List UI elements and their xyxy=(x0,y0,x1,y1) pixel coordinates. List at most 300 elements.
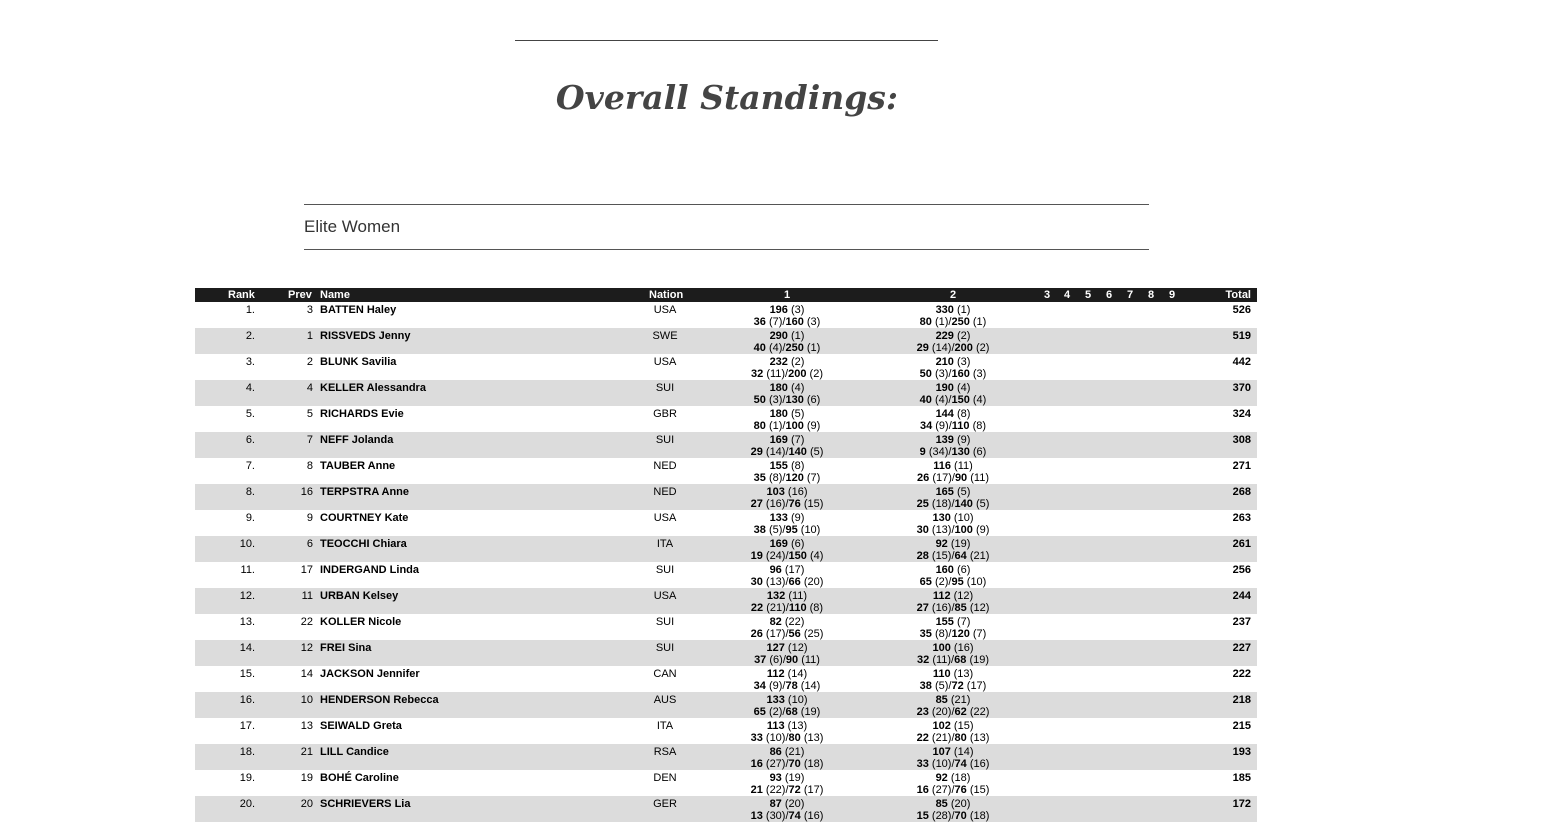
race-2-points-part: 155 xyxy=(935,616,954,628)
rider-name-cell: RISSVEDS Jenny xyxy=(320,330,411,342)
race-1-points-part: (5) xyxy=(790,408,805,420)
nation-code: DEN xyxy=(653,772,677,784)
race-2-breakdown-part: 140 xyxy=(954,498,973,510)
race-1-breakdown-part: (24)/ xyxy=(765,550,789,562)
race-1-breakdown-part: 76 xyxy=(788,498,801,510)
race-1-points xyxy=(770,330,805,342)
race-2-points-part: 330 xyxy=(935,304,954,316)
race-2-breakdown-part: 38 xyxy=(919,680,932,692)
race-1-breakdown-part: (20) xyxy=(803,576,824,588)
race-1-breakdown-part: (25) xyxy=(803,628,824,640)
race-1-points-part: (10) xyxy=(787,694,808,706)
table-row xyxy=(195,588,1257,614)
race-1-breakdown-part: (22)/ xyxy=(765,784,789,796)
race-2-points xyxy=(936,408,971,420)
total-cell: 215 xyxy=(1232,720,1251,732)
race-1-points-part: (12) xyxy=(787,642,808,654)
nation-code: USA xyxy=(653,590,677,602)
table-row xyxy=(195,536,1257,562)
race-2-points-part: 130 xyxy=(932,512,951,524)
nation-code: SUI xyxy=(655,434,675,446)
race-2-breakdown-part: (15) xyxy=(969,784,990,796)
race-1-breakdown-part: (11) xyxy=(801,654,820,666)
race-1-points xyxy=(767,694,808,706)
race-1-points-part: 93 xyxy=(769,772,782,784)
prev-rank-cell: 13 xyxy=(300,720,313,732)
race-1-breakdown-part: (13)/ xyxy=(765,576,789,588)
rider-name-cell: URBAN Kelsey xyxy=(320,590,399,602)
section-title: Elite Women xyxy=(304,217,401,236)
race-2-breakdown-part: (3)/ xyxy=(934,368,952,380)
race-2-points xyxy=(936,694,971,706)
nation-code: CAN xyxy=(653,668,677,680)
rider-name-cell: SEIWALD Greta xyxy=(320,720,402,732)
race-2-breakdown-part: 68 xyxy=(954,654,967,666)
race-2-points xyxy=(936,304,971,316)
race-2-breakdown-part: (2) xyxy=(975,342,990,354)
race-1-breakdown-part: 22 xyxy=(750,602,764,614)
header-race-6: 6 xyxy=(1105,289,1113,301)
prev-rank-cell: 9 xyxy=(306,512,313,524)
race-2-points xyxy=(936,798,971,810)
race-1-points-part: (4) xyxy=(790,382,805,394)
table-row xyxy=(195,406,1257,432)
race-1-breakdown xyxy=(754,472,821,484)
total-cell: 370 xyxy=(1232,382,1251,394)
total-cell: 324 xyxy=(1232,408,1251,420)
nation-code: GBR xyxy=(653,408,677,420)
race-2-breakdown xyxy=(917,550,990,562)
rank-cell: 1. xyxy=(245,304,255,316)
total-cell: 227 xyxy=(1232,642,1251,654)
race-2-breakdown-part: 90 xyxy=(954,472,968,484)
race-2-breakdown-part: (8) xyxy=(972,420,987,432)
prev-rank-cell: 8 xyxy=(306,460,313,472)
top-divider xyxy=(515,40,938,41)
header-race-5: 5 xyxy=(1084,289,1092,301)
total-cell: 442 xyxy=(1232,356,1251,368)
header-race-2: 2 xyxy=(949,289,957,301)
header-nation: Nation xyxy=(649,289,684,301)
rider-name-cell: JACKSON Jennifer xyxy=(320,668,420,680)
race-2-breakdown-part: 74 xyxy=(954,758,967,770)
race-1-points xyxy=(770,382,805,394)
race-1-breakdown-part: (19) xyxy=(800,706,821,718)
total-cell: 172 xyxy=(1232,798,1251,810)
table-row xyxy=(195,796,1257,822)
race-2-breakdown-part: 200 xyxy=(954,342,973,354)
race-2-breakdown xyxy=(917,810,990,822)
table-row xyxy=(195,458,1257,484)
prev-rank-cell: 19 xyxy=(300,772,313,784)
race-1-points-part: (3) xyxy=(790,304,805,316)
race-1-points xyxy=(770,564,805,576)
total-cell: 263 xyxy=(1232,512,1251,524)
race-2-breakdown-part: 130 xyxy=(951,446,970,458)
race-1-points-part: (2) xyxy=(790,356,805,368)
race-1-breakdown-part: (16) xyxy=(803,810,824,822)
nation-code: SUI xyxy=(655,642,675,654)
race-1-breakdown-part: 120 xyxy=(785,472,804,484)
race-1-points-part: (19) xyxy=(784,772,805,784)
race-1-breakdown-part: 65 xyxy=(753,706,766,718)
race-1-breakdown-part: (17) xyxy=(803,784,824,796)
total-cell: 526 xyxy=(1232,304,1251,316)
race-2-points xyxy=(936,486,971,498)
race-2-breakdown-part: 28 xyxy=(916,550,929,562)
race-1-breakdown xyxy=(754,316,821,328)
race-2-points xyxy=(936,772,971,784)
race-1-points-part: 96 xyxy=(769,564,782,576)
rank-cell: 6. xyxy=(245,434,255,446)
race-2-points-part: (1) xyxy=(956,304,971,316)
table-body xyxy=(195,302,1257,822)
race-1-points xyxy=(770,408,805,420)
prev-rank-cell: 7 xyxy=(306,434,313,446)
race-1-points xyxy=(770,304,805,316)
race-1-breakdown xyxy=(751,550,824,562)
race-1-points-part: 86 xyxy=(769,746,782,758)
race-1-breakdown xyxy=(751,602,823,614)
race-1-points xyxy=(767,590,807,602)
race-2-breakdown-part: 150 xyxy=(951,394,970,406)
race-1-breakdown-part: (3) xyxy=(806,316,821,328)
race-1-breakdown-part: 33 xyxy=(750,732,763,744)
rank-cell: 16. xyxy=(239,694,255,706)
race-2-points xyxy=(933,668,973,680)
race-2-points-part: (4) xyxy=(956,382,971,394)
header-race-3: 3 xyxy=(1043,289,1051,301)
race-2-points-part: (20) xyxy=(950,798,971,810)
prev-rank-cell: 4 xyxy=(306,382,313,394)
race-2-breakdown xyxy=(920,420,986,432)
total-cell: 185 xyxy=(1232,772,1251,784)
race-2-breakdown-part: (3) xyxy=(972,368,987,380)
nation-code: USA xyxy=(653,512,677,524)
standings-table xyxy=(195,288,1257,828)
race-1-breakdown-part: 80 xyxy=(788,732,801,744)
race-2-breakdown-part: (8)/ xyxy=(934,628,952,640)
race-1-breakdown xyxy=(751,368,823,380)
race-2-breakdown-part: 160 xyxy=(951,368,970,380)
race-2-breakdown xyxy=(920,316,987,328)
race-1-breakdown-part: 140 xyxy=(788,446,807,458)
rank-cell: 12. xyxy=(239,590,255,602)
race-1-breakdown-part: 72 xyxy=(788,784,801,796)
race-2-points-part: (8) xyxy=(956,408,971,420)
race-2-points-part: 112 xyxy=(932,590,951,602)
race-2-points-part: (6) xyxy=(956,564,971,576)
race-1-breakdown xyxy=(751,498,824,510)
race-1-breakdown-part: (14) xyxy=(800,680,821,692)
race-1-points-part: 103 xyxy=(766,486,785,498)
race-1-points-part: 87 xyxy=(769,798,782,810)
race-2-points xyxy=(933,720,974,732)
race-1-breakdown-part: (17)/ xyxy=(765,628,789,640)
table-row xyxy=(195,562,1257,588)
race-1-points-part: 169 xyxy=(769,538,788,550)
race-1-breakdown xyxy=(751,784,824,796)
race-1-breakdown-part: 56 xyxy=(788,628,801,640)
table-row xyxy=(195,640,1257,666)
race-1-points-part: (8) xyxy=(790,460,805,472)
race-2-breakdown xyxy=(917,524,990,536)
race-2-breakdown-part: 22 xyxy=(916,732,929,744)
race-2-breakdown-part: 23 xyxy=(916,706,929,718)
header-race-8: 8 xyxy=(1147,289,1155,301)
race-2-breakdown-part: 15 xyxy=(916,810,929,822)
race-1-breakdown-part: (9) xyxy=(806,420,821,432)
race-2-breakdown-part: (34)/ xyxy=(928,446,952,458)
table-row xyxy=(195,354,1257,380)
nation-code: USA xyxy=(653,304,677,316)
race-1-breakdown-part: (27)/ xyxy=(765,758,789,770)
total-cell: 268 xyxy=(1232,486,1251,498)
race-1-breakdown-part: (1) xyxy=(806,342,821,354)
race-2-breakdown-part: (10)/ xyxy=(931,758,955,770)
race-2-breakdown xyxy=(917,654,989,666)
race-1-breakdown-part: 160 xyxy=(785,316,804,328)
table-row xyxy=(195,692,1257,718)
race-1-breakdown-part: 80 xyxy=(753,420,766,432)
rider-name-cell: SCHRIEVERS Lia xyxy=(320,798,411,810)
race-2-breakdown-part: (27)/ xyxy=(931,784,955,796)
rank-cell: 11. xyxy=(240,564,255,576)
race-2-points xyxy=(936,330,971,342)
table-row xyxy=(195,614,1257,640)
race-2-breakdown-part: (5)/ xyxy=(934,680,952,692)
race-2-points-part: (11) xyxy=(954,460,973,472)
race-2-points xyxy=(936,356,971,368)
race-2-breakdown-part: 50 xyxy=(919,368,932,380)
total-cell: 271 xyxy=(1232,460,1251,472)
race-1-breakdown xyxy=(754,706,821,718)
race-2-breakdown-part: 80 xyxy=(919,316,932,328)
nation-code: USA xyxy=(653,356,677,368)
race-1-points-part: 132 xyxy=(766,590,786,602)
race-1-breakdown-part: 90 xyxy=(785,654,799,666)
race-2-breakdown-part: (4) xyxy=(972,394,987,406)
race-2-breakdown-part: (28)/ xyxy=(931,810,955,822)
race-1-points xyxy=(770,798,805,810)
race-2-points-part: (14) xyxy=(953,746,974,758)
race-1-breakdown-part: 30 xyxy=(750,576,763,588)
race-2-points-part: 92 xyxy=(935,772,948,784)
race-1-points-part: 169 xyxy=(769,434,788,446)
race-1-breakdown xyxy=(754,342,821,354)
rider-name-cell: KELLER Alessandra xyxy=(320,382,426,394)
race-2-points xyxy=(933,512,974,524)
race-2-points-part: (18) xyxy=(950,772,971,784)
rank-cell: 20. xyxy=(239,798,255,810)
race-1-breakdown-part: 50 xyxy=(753,394,766,406)
race-1-breakdown-part: 74 xyxy=(788,810,801,822)
race-1-points-part: (14) xyxy=(787,668,808,680)
rider-name-cell: INDERGAND Linda xyxy=(320,564,419,576)
race-2-points-part: (19) xyxy=(950,538,971,550)
race-1-breakdown-part: 19 xyxy=(750,550,763,562)
race-1-breakdown-part: 21 xyxy=(750,784,763,796)
prev-rank-cell: 11 xyxy=(301,590,313,602)
race-2-breakdown xyxy=(920,368,987,380)
race-2-breakdown-part: (16)/ xyxy=(931,602,955,614)
rank-cell: 15. xyxy=(239,668,255,680)
race-1-points xyxy=(767,720,807,732)
nation-code: RSA xyxy=(653,746,677,758)
race-2-breakdown-part: (1)/ xyxy=(934,316,952,328)
race-1-breakdown-part: (10)/ xyxy=(765,732,789,744)
race-1-points-part: 112 xyxy=(766,668,785,680)
race-2-breakdown xyxy=(917,342,990,354)
rider-name-cell: BATTEN Haley xyxy=(320,304,397,316)
race-1-points-part: (6) xyxy=(790,538,805,550)
race-2-points xyxy=(936,616,971,628)
prev-rank-cell: 22 xyxy=(300,616,313,628)
prev-rank-cell: 6 xyxy=(306,538,313,550)
race-1-points-part: (11) xyxy=(788,590,808,602)
nation-code: ITA xyxy=(656,538,674,550)
race-1-breakdown-part: (11)/ xyxy=(766,368,789,380)
race-1-points xyxy=(767,642,808,654)
race-2-breakdown-part: (22) xyxy=(969,706,990,718)
race-1-breakdown-part: (6) xyxy=(806,394,821,406)
total-cell: 244 xyxy=(1232,590,1251,602)
race-1-breakdown-part: (13) xyxy=(803,732,824,744)
race-2-breakdown-part: 32 xyxy=(917,654,930,666)
rider-name-cell: FREI Sina xyxy=(320,642,372,654)
header-prev: Prev xyxy=(288,289,312,301)
prev-rank-cell: 5 xyxy=(306,408,313,420)
race-2-breakdown-part: (18) xyxy=(969,810,990,822)
header-rank: Rank xyxy=(228,289,255,301)
race-2-points-part: 160 xyxy=(935,564,954,576)
race-1-breakdown-part: (8)/ xyxy=(768,472,786,484)
race-2-points-part: (7) xyxy=(956,616,971,628)
race-1-breakdown xyxy=(751,628,824,640)
race-1-points-part: (16) xyxy=(787,486,808,498)
total-cell: 237 xyxy=(1232,616,1251,628)
race-1-points xyxy=(770,772,805,784)
race-1-breakdown xyxy=(751,446,824,458)
race-2-points xyxy=(933,590,973,602)
race-2-points-part: 116 xyxy=(933,460,951,472)
race-1-breakdown xyxy=(754,524,821,536)
prev-rank-cell: 2 xyxy=(306,356,313,368)
prev-rank-cell: 12 xyxy=(300,642,313,654)
race-1-breakdown-part: 110 xyxy=(788,602,807,614)
rider-name-cell: COURTNEY Kate xyxy=(320,512,409,524)
race-1-breakdown-part: 26 xyxy=(750,628,763,640)
race-2-breakdown-part: 100 xyxy=(954,524,973,536)
race-2-points-part: 139 xyxy=(935,434,954,446)
rider-name-cell: KOLLER Nicole xyxy=(320,616,402,628)
race-2-points-part: 165 xyxy=(935,486,954,498)
total-cell: 256 xyxy=(1232,564,1251,576)
race-2-points-part: 107 xyxy=(932,746,951,758)
race-2-points xyxy=(936,382,971,394)
race-1-breakdown-part: (5) xyxy=(809,446,824,458)
table-header xyxy=(195,288,1257,302)
race-2-breakdown-part: (11) xyxy=(970,472,989,484)
race-2-breakdown-part: 76 xyxy=(954,784,967,796)
race-2-breakdown xyxy=(920,576,987,588)
race-2-breakdown-part: (16) xyxy=(969,758,990,770)
table-row xyxy=(195,744,1257,770)
prev-rank-cell: 14 xyxy=(300,668,313,680)
race-2-breakdown-part: (4)/ xyxy=(934,394,952,406)
race-1-breakdown-part: 16 xyxy=(750,758,763,770)
table-row xyxy=(195,718,1257,744)
race-1-points-part: 113 xyxy=(766,720,785,732)
race-2-points-part: (13) xyxy=(953,668,974,680)
race-1-points xyxy=(767,668,807,680)
total-cell: 193 xyxy=(1232,746,1251,758)
table-row xyxy=(195,770,1257,796)
race-1-breakdown xyxy=(754,680,821,692)
header-name: Name xyxy=(320,289,350,301)
prev-rank-cell: 21 xyxy=(300,746,313,758)
race-2-breakdown-part: (21)/ xyxy=(931,732,955,744)
race-1-breakdown-part: 37 xyxy=(754,654,767,666)
table-row xyxy=(195,328,1257,354)
header-race-4: 4 xyxy=(1063,289,1071,301)
race-1-breakdown-part: 36 xyxy=(753,316,766,328)
nation-code: AUS xyxy=(653,694,677,706)
race-1-points-part: (20) xyxy=(784,798,805,810)
race-2-points xyxy=(936,434,971,446)
race-2-breakdown-part: 110 xyxy=(951,420,970,432)
race-1-points-part: 180 xyxy=(769,408,788,420)
race-1-breakdown-part: (3)/ xyxy=(768,394,786,406)
rider-name-cell: BOHÉ Caroline xyxy=(320,772,399,784)
race-2-points-part: 85 xyxy=(935,694,948,706)
nation-code: GER xyxy=(653,798,677,810)
race-2-breakdown-part: (5) xyxy=(975,498,990,510)
race-2-points-part: 92 xyxy=(935,538,948,550)
header-race-9: 9 xyxy=(1168,289,1176,301)
rider-name-cell: BLUNK Savilia xyxy=(320,356,397,368)
race-2-points-part: (12) xyxy=(953,590,974,602)
race-2-points-part: (16) xyxy=(953,642,974,654)
race-1-breakdown-part: 200 xyxy=(788,368,807,380)
table-row xyxy=(195,380,1257,406)
race-1-points-part: 82 xyxy=(769,616,782,628)
race-2-points-part: 85 xyxy=(935,798,948,810)
race-2-breakdown-part: 33 xyxy=(916,758,929,770)
rider-name-cell: TERPSTRA Anne xyxy=(320,486,410,498)
race-2-points-part: (2) xyxy=(956,330,971,342)
race-2-breakdown-part: (12) xyxy=(969,602,990,614)
race-1-breakdown-part: 13 xyxy=(750,810,763,822)
race-1-points xyxy=(770,538,805,550)
race-2-points-part: 210 xyxy=(935,356,954,368)
nation-code: SUI xyxy=(655,616,675,628)
race-2-breakdown-part: 27 xyxy=(916,602,929,614)
race-1-points xyxy=(770,512,805,524)
race-2-breakdown-part: 250 xyxy=(951,316,970,328)
race-2-points-part: 100 xyxy=(932,642,951,654)
table-row xyxy=(195,302,1257,328)
race-2-breakdown-part: 72 xyxy=(951,680,964,692)
race-2-breakdown xyxy=(920,446,987,458)
race-2-breakdown-part: (15)/ xyxy=(931,550,955,562)
rank-cell: 5. xyxy=(245,408,255,420)
race-1-breakdown-part: (1)/ xyxy=(768,420,786,432)
race-2-breakdown-part: (17) xyxy=(966,680,987,692)
race-1-points xyxy=(770,460,805,472)
race-1-points-part: 133 xyxy=(766,694,785,706)
race-1-points xyxy=(770,356,805,368)
